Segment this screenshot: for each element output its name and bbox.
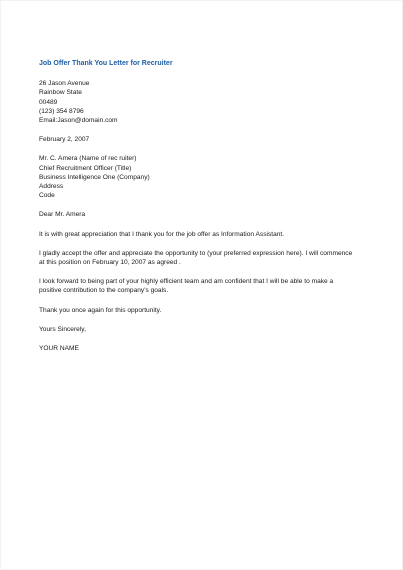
salutation: Dear Mr. Amera xyxy=(39,211,86,219)
letter-date: February 2, 2007 xyxy=(39,136,90,144)
paragraph-line: Thank you once again for this opportunity. xyxy=(39,306,162,314)
sender-zip: 00489 xyxy=(39,98,58,106)
paragraph-1 xyxy=(39,230,369,239)
sender-email: Email:Jason@domain.com xyxy=(39,117,118,125)
signature: YOUR NAME xyxy=(39,345,79,353)
paragraph-2 xyxy=(39,249,369,267)
sender-street: 26 Jason Avenue xyxy=(39,80,90,88)
paragraph-line: positive contribution to the company's goals. xyxy=(39,287,169,295)
paragraph-line: I gladly accept the offer and appreciate the opportunity to (your preferred expression here). I will commence xyxy=(39,249,353,257)
sender-state: Rainbow State xyxy=(39,89,82,97)
recipient-address xyxy=(39,154,369,200)
recipient-company: Business Intelligence One (Company) xyxy=(39,173,150,181)
paragraph-line: It is with great appreciation that I thank you for the job offer as Information Assistant. xyxy=(39,230,285,238)
letter-title: Job Offer Thank You Letter for Recruiter xyxy=(39,60,173,67)
paragraph-4 xyxy=(39,306,369,315)
paragraph-line: I look forward to being part of your highly efficient team and am confident that I will be able to make a xyxy=(39,278,334,286)
recipient-address-line: Address xyxy=(39,183,64,191)
letter-body xyxy=(39,59,369,363)
paragraph-3 xyxy=(39,277,369,295)
recipient-name: Mr. C. Amera (Name of rec ruiter) xyxy=(39,155,137,163)
sender-address xyxy=(39,79,369,125)
closing: Yours Sincerely, xyxy=(39,325,86,333)
paragraph-line: at this position on February 10, 2007 as agreed . xyxy=(39,259,181,267)
recipient-title: Chief Recruitment Officer (Title) xyxy=(39,164,132,172)
recipient-code: Code xyxy=(39,192,55,200)
sender-phone: (123) 354 8796 xyxy=(39,107,84,115)
